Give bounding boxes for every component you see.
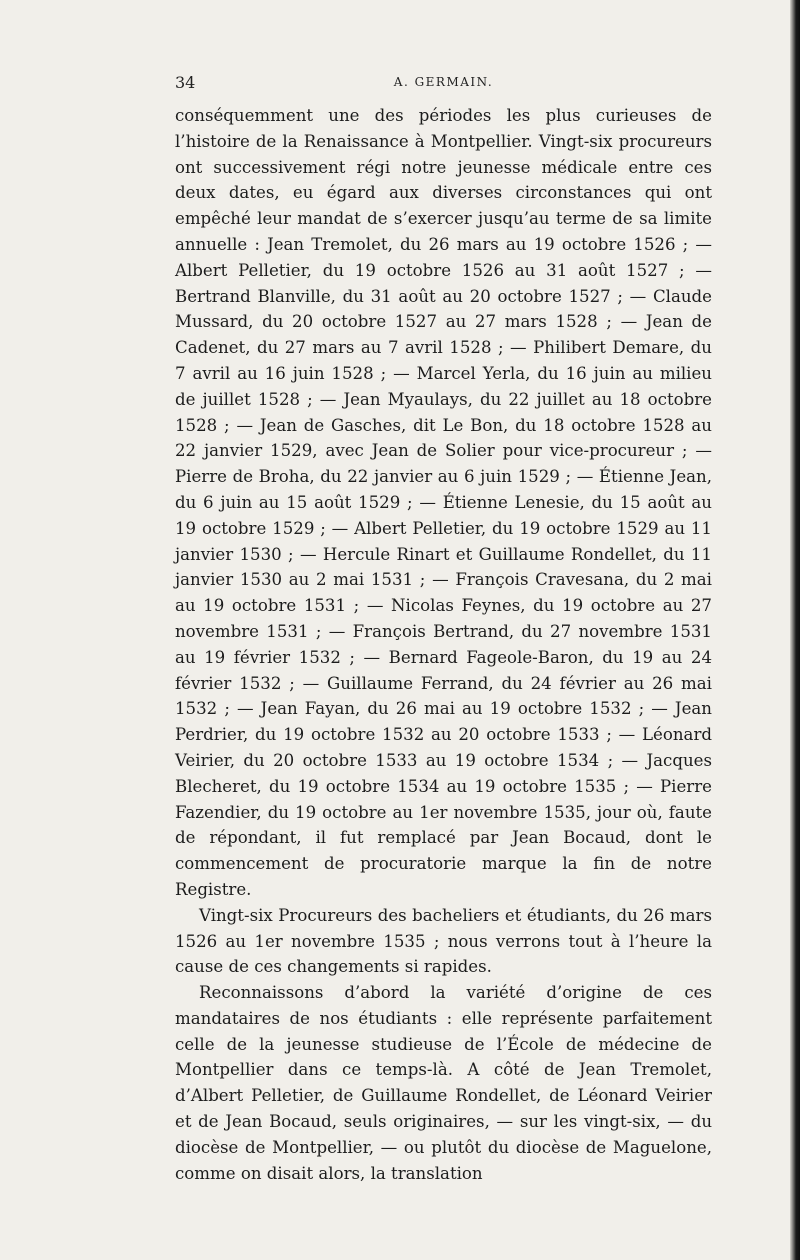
paragraph-procureurs-list: conséquemment une des périodes les plus curieuses de l’histoire de la Renaissance à Montpellier. Vingt-six procureurs ont successivement régi notre jeunesse médicale entre ces deux dates, eu égard aux diverses circonstances qui ont empêché leur mandat de s’exercer jusqu’au terme de sa limite annuelle : Jean Tremolet, du 26 mars au 19 octobre 1526 ; — Albert Pelletier, du 19 octobre 1526 au 31 août 1527 ; — Bertrand Blanville, du 31 août au 20 octobre 1527 ; — Claude Mussard, du 20 octobre 1527 au 27 mars 1528 ; — Jean de Cadenet, du 27 mars au 7 avril 1528 ; — Philibert Demare, du 7 avril au 16 juin 1528 ; — Marcel Yerla, du 16 juin au milieu de juillet 1528 ; — Jean Myaulays, du 22 juillet au 18 octobre 1528 ; — Jean de Gasches, dit Le Bon, du 18 octobre 1528 au 22 janvier 1529, avec Jean de Solier pour vice-procureur ; — Pierre de Broha, du 22 janvier au 6 juin 1529 ; — Étienne Jean, du 6 juin au 15 août 1529 ; — Étienne Lenesie, du 15 août au 19 octobre 1529 ; — Albert Pelletier, du 19 octobre 1529 au 11 janvier 1530 ; — Hercule Rinart et Guillaume Rondellet, du 11 janvier 1530 au 2 mai 1531 ; — François Cravesana, du 2 mai au 19 octobre 1531 ; — Nicolas Feynes, du 19 octobre au 27 novembre 1531 ; — François Bertrand, du 27 novembre 1531 au 19 février 1532 ; — Bernard Fageole-Baron, du 19 au 24 février 1532 ; — Guillaume Ferrand, du 24 février au 26 mai 1532 ; — Jean Fayan, du 26 mai au 19 octobre 1532 ; — Jean Perdrier, du 19 octobre 1532 au 20 octobre 1533 ; — Léonard Veirier, du 20 octobre 1533 au 19 octobre 1534 ; — Jacques Blecheret, du 19 octobre 1534 au 19 octobre 1535 ; — Pierre Fazendier, du 19 octobre au 1er novembre 1535, jour où, faute de répondant, il fut remplacé par Jean Bocaud, dont le commencement de procuratorie marque la fin de notre Registre.: [175, 106, 712, 899]
body-text: [175, 103, 712, 1186]
paragraph-vingt-six-procureurs: Vingt-six Procureurs des bacheliers et étudiants, du 26 mars 1526 au 1er novembre 1535 ; nous verrons tout à l’heure la cause de ces changements si rapides.: [175, 905, 712, 977]
running-head: A. GERMAIN.: [393, 75, 494, 89]
book-spine-edge: [790, 0, 800, 1260]
page-header: [175, 73, 712, 95]
paragraph-variete-origine: Reconnaissons d’abord la variété d’origine de ces mandataires de nos étudiants : elle représente parfaitement celle de la jeunesse studieuse de l’École de médecine de Montpellier dans ce temps-là. A côté de Jean Tremolet, d’Albert Pelletier, de Guillaume Rondellet, de Léonard Veirier et de Jean Bocaud, seuls originaires, — sur les vingt-six, — du diocèse de Montpellier, — ou plutôt du diocèse de Maguelone, comme on disait alors, la translation: [175, 983, 712, 1183]
page-number: 34: [175, 73, 196, 92]
